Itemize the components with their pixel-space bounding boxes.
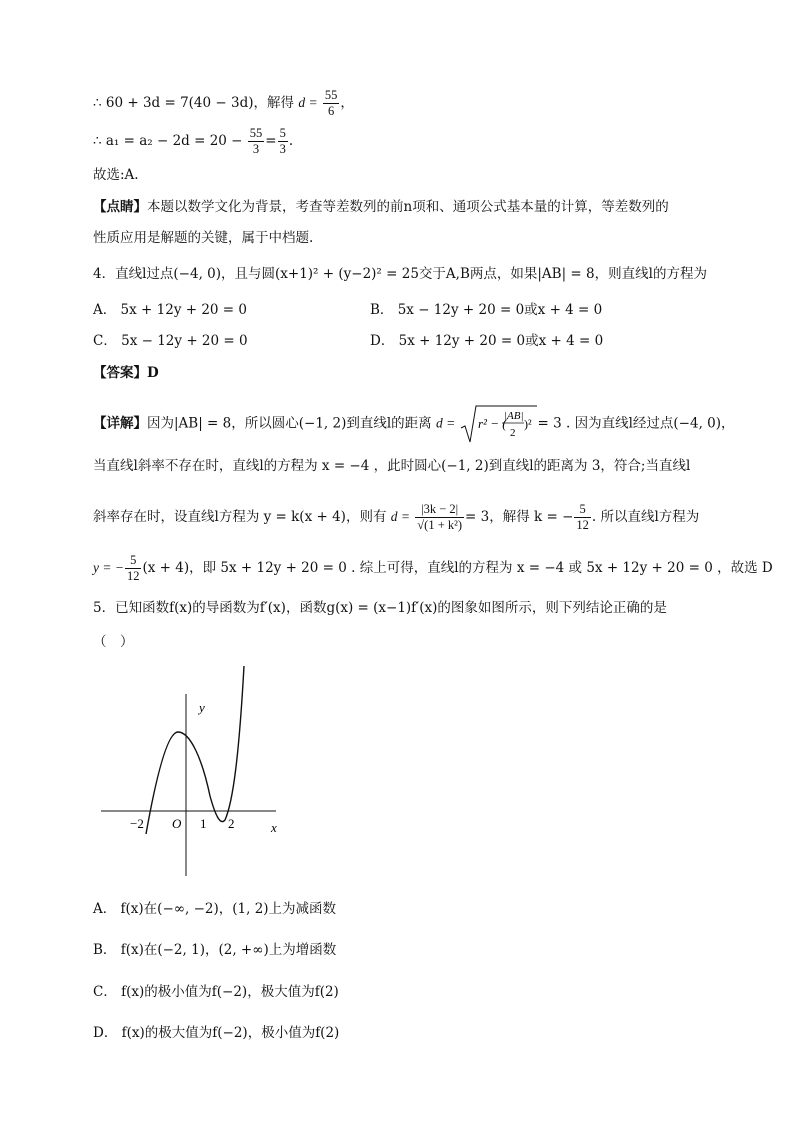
- q4-option-b[interactable]: B． 5x − 12y + 20 = 0或x + 4 = 0: [370, 302, 603, 318]
- svg-text:|AB|: |AB|: [503, 410, 524, 422]
- fraction-55-3: $\frac{55}{3}$: [249, 126, 263, 156]
- q5-option-b[interactable]: B． f(x)在(−2, 1)，(2, +∞)上为增函数: [93, 942, 337, 958]
- q4-detail-line-4: y = − $\frac{5}{12}$ (x + 4)，即 5x + 12y + 20 = 0 . 综上可得，直线l的方程为 x = −4 或 5x + 12y + 20 = 0 ，故选 D: [93, 553, 773, 583]
- q4-answer: 【答案】D: [93, 365, 159, 381]
- sqrt-radical-icon: [460, 404, 538, 444]
- sqrt-expression: [460, 404, 538, 444]
- q5-option-a[interactable]: A． f(x)在(−∞, −2)，(1, 2)上为减函数: [93, 901, 337, 917]
- solution-choice: 故选:A.: [93, 167, 139, 183]
- q4-stem: 4．直线l过点(−4, 0)，且与圆(x+1)² + (y−2)² = 25交于A,B两点，如果|AB| = 8，则直线l的方程为: [93, 266, 707, 282]
- q4-option-c[interactable]: C． 5x − 12y + 20 = 0: [93, 333, 248, 349]
- fraction-5-3: $\frac{5}{3}$: [279, 126, 286, 156]
- origin-label: O: [172, 816, 182, 831]
- q4-detail-line-2: 当直线l斜率不存在时，直线l的方程为 x = −4 ，此时圆心(−1, 2)到直线l的距离为 3，符合;当直线l: [93, 458, 691, 474]
- q4-detail-line-1: 【详解】因为|AB| = 8，所以圆心(−1, 2)到直线l的距离 d = r² − ( |AB| 2 )² = 3 . 因为直线l经过点(−4, 0)，: [93, 404, 735, 444]
- fraction-55-6: $\frac{55}{6}$: [324, 88, 338, 118]
- svg-text:r² − (: r² − (: [477, 416, 507, 431]
- solution-line-1: ∴ 60 + 3d = 7(40 − 3d)，解得 d = $\frac{55}{6}$ ，: [93, 88, 354, 118]
- fraction-5-12-b: $\frac{5}{12}$: [126, 553, 140, 583]
- function-graph: [98, 664, 298, 876]
- tick-label-2: 2: [228, 816, 235, 831]
- solution-line-2: ∴ a₁ = a₂ − 2d = 20 − $\frac{55}{3}$ = $\frac{5}{3}$ .: [93, 126, 294, 156]
- q4-detail-line-3: 斜率存在时，设直线l方程为 y = k(x + 4)，则有 d = $\frac{|3k - 2|}{\text{√(1 + k²)}}$ = 3，解得 k = − $\frac{5}{12}$ . 所以直线l方程为: [93, 502, 700, 532]
- tick-label-1: 1: [200, 816, 207, 831]
- q5-stem: 5．已知函数f(x)的导函数为f′(x)，函数g(x) = (x−1)f′(x)的图象如图所示，则下列结论正确的是: [93, 600, 667, 616]
- q4-option-a[interactable]: A． 5x + 12y + 20 = 0: [93, 302, 247, 318]
- svg-text:2: 2: [509, 427, 516, 439]
- curve-g: [146, 666, 244, 834]
- svg-text:)²: )²: [523, 417, 532, 431]
- q4-option-row-1: [93, 300, 247, 320]
- y-axis-label: y: [199, 700, 205, 715]
- q5-option-c[interactable]: C． f(x)的极小值为f(−2)，极大值为f(2): [93, 984, 339, 1000]
- x-axis-label: x: [271, 820, 277, 835]
- tick-label-neg2: −2: [130, 816, 144, 831]
- q5-paren: （ ）: [93, 634, 134, 650]
- comment-line-1: 【点睛】本题以数学文化为背景，考查等差数列的前n项和、通项公式基本量的计算，等差数列的: [93, 199, 669, 215]
- q4-option-d[interactable]: D． 5x + 12y + 20 = 0或x + 4 = 0: [370, 333, 604, 349]
- fraction-distance: $\frac{|3k - 2|}{\text{√(1 + k²)}}$: [417, 502, 463, 532]
- fraction-5-12: $\frac{5}{12}$: [576, 502, 589, 532]
- detail-tag: 【详解】: [93, 415, 147, 432]
- q5-option-d[interactable]: D． f(x)的极大值为f(−2)，极小值为f(2): [93, 1025, 340, 1041]
- comment-line-2: 性质应用是解题的关键，属于中档题.: [93, 230, 314, 246]
- comment-tag: 【点睛】: [93, 199, 147, 215]
